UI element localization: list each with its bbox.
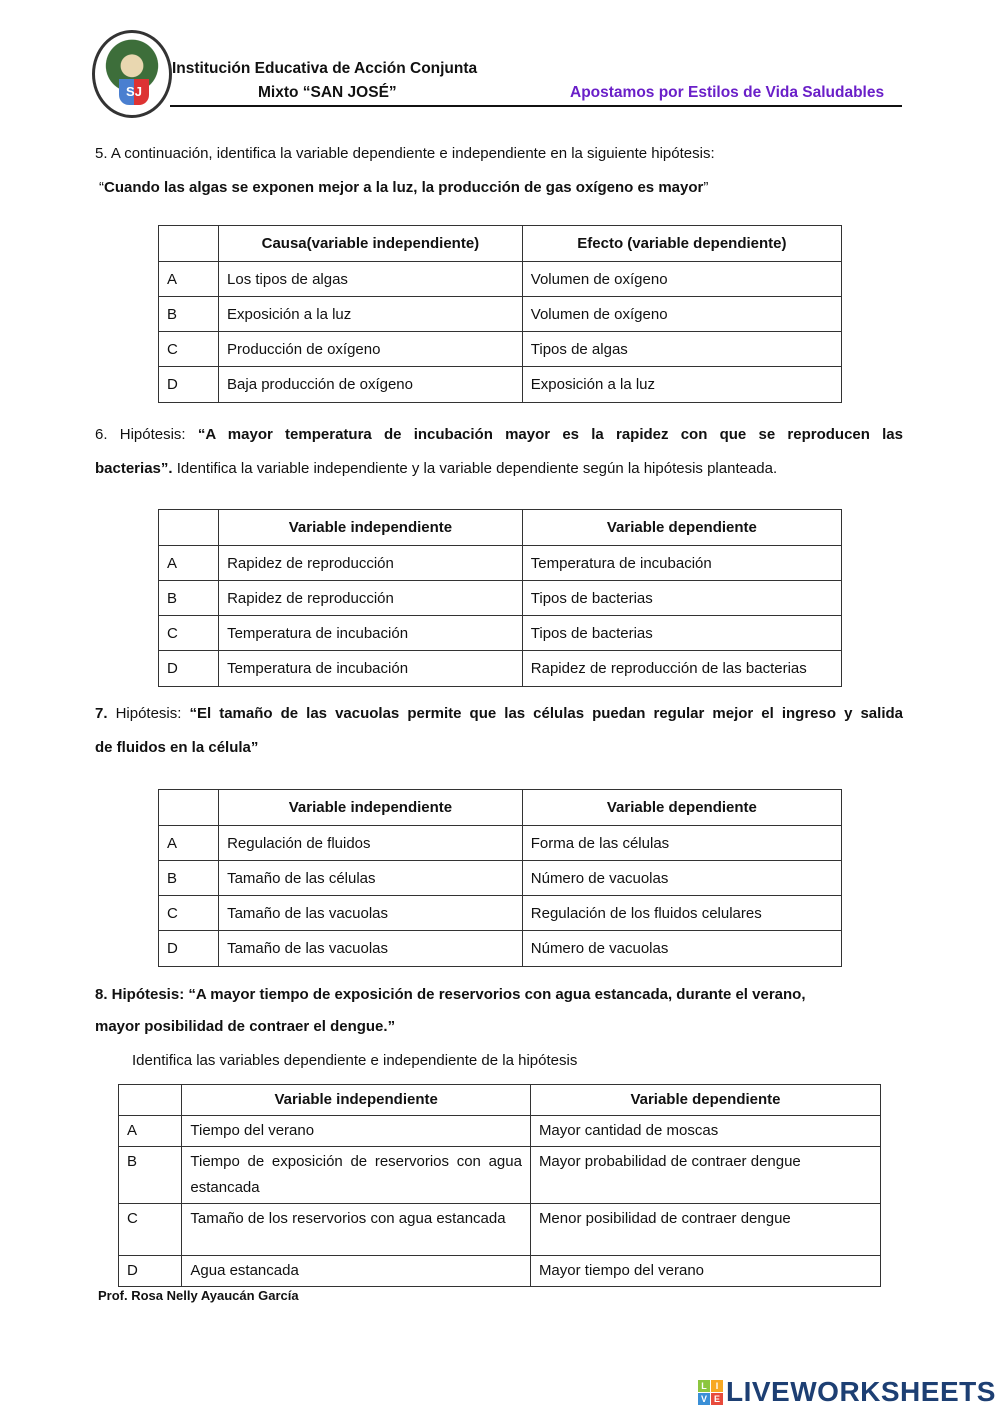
option-row[interactable] [159,616,842,651]
dependent-variable-cell: Volumen de oxígeno [522,262,841,297]
table-header-row [159,226,842,262]
dependent-variable-cell: Forma de las células [522,826,841,861]
q7-hypothesis-end: de fluidos en la célula” [95,739,259,756]
independent-variable-cell: Exposición a la luz [219,297,523,332]
option-letter: B [159,581,219,616]
option-letter: D [159,651,219,687]
independent-variable-cell: Rapidez de reproducción [219,581,523,616]
option-letter: A [119,1116,182,1147]
brand-name: LIVEWORKSHEETS [726,1376,996,1407]
independent-variable-cell: Tiempo del verano [182,1116,531,1147]
option-letter: B [119,1147,182,1204]
option-letter: C [119,1204,182,1256]
institution-name: Institución Educativa de Acción Conjunta [172,60,478,77]
column-header: Causa(variable independiente) [219,226,523,262]
option-row[interactable] [119,1116,881,1147]
dependent-variable-cell: Tipos de bacterias [522,581,841,616]
question-6-line2 [95,460,903,477]
independent-variable-cell: Tamaño de las vacuolas [219,931,523,967]
option-letter: D [119,1256,182,1287]
dependent-variable-cell: Mayor tiempo del verano [530,1256,880,1287]
brand-blocks-icon [698,1380,723,1405]
question-8-line1: 8. Hipótesis: “A mayor tiempo de exposición de reservorios con agua estancada, durante el verano, [95,986,806,1003]
option-letter: D [159,931,219,967]
institution-name-line2: Mixto “SAN JOSÉ” [258,84,397,101]
column-header: Variable independiente [182,1085,531,1116]
dependent-variable-cell: Menor posibilidad de contraer dengue [530,1204,880,1256]
q6-hypothesis: “A mayor temperatura de incubación mayor es la rapidez con que se reproducen las [197,426,903,443]
dependent-variable-cell: Mayor probabilidad de contraer dengue [530,1147,880,1204]
column-header: Efecto (variable dependiente) [522,226,841,262]
dependent-variable-cell: Tipos de algas [522,332,841,367]
logo-shield: SJ [119,79,149,105]
brand-block: E [711,1393,723,1405]
option-letter: A [159,262,219,297]
option-row[interactable] [159,262,842,297]
brand-block: I [711,1380,723,1392]
school-logo [92,30,172,118]
option-row[interactable] [119,1256,881,1287]
independent-variable-cell: Regulación de fluidos [219,826,523,861]
dependent-variable-cell: Número de vacuolas [522,931,841,967]
dependent-variable-cell: Temperatura de incubación [522,546,841,581]
option-row[interactable] [159,651,842,687]
independent-variable-cell: Temperatura de incubación [219,616,523,651]
dependent-variable-cell: Rapidez de reproducción de las bacterias [522,651,841,687]
column-header: Variable independiente [219,510,523,546]
answer-table-7 [158,789,842,967]
slogan: Apostamos por Estilos de Vida Saludables [570,84,885,101]
liveworksheets-logo [698,1376,996,1408]
option-row[interactable] [159,826,842,861]
question-7-line1 [95,705,903,722]
q6-prefix: 6. Hipótesis: [95,426,198,443]
dependent-variable-cell: Mayor cantidad de moscas [530,1116,880,1147]
option-row[interactable] [119,1147,881,1204]
table-header-row [119,1085,881,1116]
dependent-variable-cell: Regulación de los fluidos celulares [522,896,841,931]
author: Prof. Rosa Nelly Ayaucán García [98,1288,299,1303]
table-header-row [159,790,842,826]
q6-hypothesis-end: bacterias”. [95,460,173,477]
independent-variable-cell: Tamaño de las células [219,861,523,896]
column-header [159,790,219,826]
header-divider [170,105,902,107]
option-row[interactable] [159,896,842,931]
answer-table-8 [118,1084,881,1287]
column-header: Variable dependiente [530,1085,880,1116]
option-letter: B [159,297,219,332]
q7-hypothesis: “El tamaño de las vacuolas permite que las células puedan regular mejor el ingreso y salida [189,705,903,722]
question-6-line1 [95,426,903,443]
option-row[interactable] [159,581,842,616]
option-letter: C [159,896,219,931]
option-row[interactable] [159,297,842,332]
answer-table-6 [158,509,842,687]
independent-variable-cell: Producción de oxígeno [219,332,523,367]
column-header: Variable dependiente [522,790,841,826]
q7-number: 7. [95,705,108,722]
option-letter: C [159,616,219,651]
q7-prefix: Hipótesis: [107,705,190,722]
column-header [159,510,219,546]
option-letter: C [159,332,219,367]
option-letter: B [159,861,219,896]
option-row[interactable] [159,931,842,967]
independent-variable-cell: Baja producción de oxígeno [219,367,523,403]
option-row[interactable] [119,1204,881,1256]
independent-variable-cell: Rapidez de reproducción [219,546,523,581]
option-row[interactable] [159,367,842,403]
question-5: 5. A continuación, identifica la variable dependiente e independiente en la siguiente hipótesis: [95,145,715,162]
table-header-row [159,510,842,546]
option-row[interactable] [159,861,842,896]
column-header [159,226,219,262]
option-letter: A [159,546,219,581]
quote-close: ” [703,179,709,196]
hypothesis-text: Cuando las algas se exponen mejor a la luz, la producción de gas oxígeno es mayor [104,179,704,196]
q6-instruction: Identifica la variable independiente y la variable dependiente según la hipótesis planteada. [172,460,778,477]
independent-variable-cell: Los tipos de algas [219,262,523,297]
column-header: Variable dependiente [522,510,841,546]
option-letter: A [159,826,219,861]
question-7-line2 [95,739,903,756]
option-row[interactable] [159,332,842,367]
answer-table-5 [158,225,842,403]
independent-variable-cell: Temperatura de incubación [219,651,523,687]
dependent-variable-cell: Exposición a la luz [522,367,841,403]
brand-block: V [698,1393,710,1405]
option-letter: D [159,367,219,403]
independent-variable-cell: Tamaño de las vacuolas [219,896,523,931]
independent-variable-cell: Tiempo de exposición de reservorios con agua estancada [182,1147,531,1204]
independent-variable-cell: Agua estancada [182,1256,531,1287]
quote-open: “ [99,179,104,196]
question-8-line2: mayor posibilidad de contraer el dengue.” [95,1018,396,1035]
dependent-variable-cell: Número de vacuolas [522,861,841,896]
option-row[interactable] [159,546,842,581]
column-header [119,1085,182,1116]
dependent-variable-cell: Volumen de oxígeno [522,297,841,332]
question-8-instruction: Identifica las variables dependiente e independiente de la hipótesis [132,1052,578,1069]
question-5-hypothesis [99,179,907,196]
dependent-variable-cell: Tipos de bacterias [522,616,841,651]
independent-variable-cell: Tamaño de los reservorios con agua estancada [182,1204,531,1256]
column-header: Variable independiente [219,790,523,826]
brand-block: L [698,1380,710,1392]
